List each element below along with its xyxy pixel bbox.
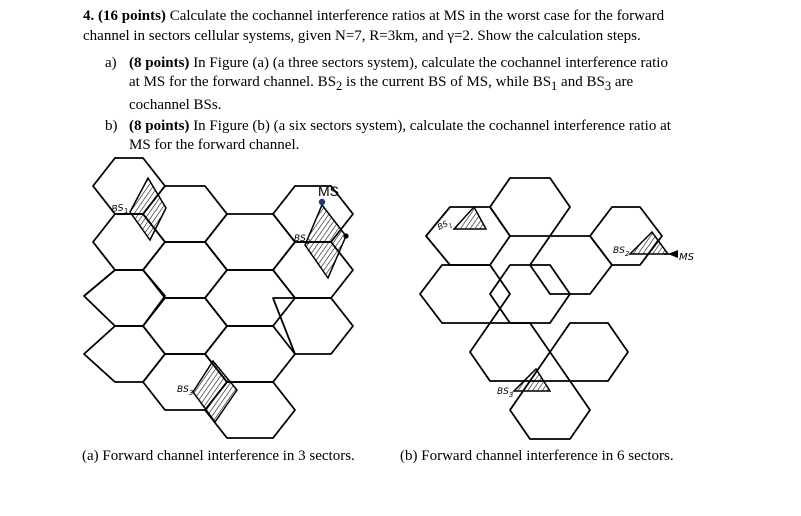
part-a-sub-2: 2 <box>336 79 343 93</box>
bs2-label-b: $BS_2$ <box>613 246 630 258</box>
part-b-line-2: MS for the forward channel. <box>129 137 300 153</box>
hex-cell <box>550 323 628 381</box>
figure-b-caption: (b) Forward channel interference in 6 sectors. <box>400 448 674 464</box>
sector-bs1 <box>130 178 166 240</box>
part-b-line-1: In Figure (b) (a six sectors system), calculate the cochannel interference ratio at <box>189 118 671 134</box>
hex-cell <box>84 326 165 382</box>
question-points: (16 points) <box>98 8 166 24</box>
part-a-sub-1: 1 <box>551 79 558 93</box>
bs2-label-a: $BS_2$ <box>294 234 311 246</box>
hex-cell <box>143 242 227 298</box>
ms-label-a: MS <box>318 183 339 199</box>
question-line-2: channel in sectors cellular systems, given N=7, R=3km, and γ=2. Show the calculation steps. <box>83 28 641 44</box>
part-a-line-2-mid2: and BS <box>557 74 605 90</box>
sector6-bs1 <box>454 207 486 229</box>
sector-bs3 <box>193 361 237 422</box>
part-a-sub-3: 3 <box>604 79 612 93</box>
part-a-label: a) <box>105 55 117 71</box>
hex-cell <box>420 265 510 323</box>
bs3-label-b: $BS_3$ <box>497 387 514 399</box>
question-number: 4. <box>83 8 95 24</box>
part-a-line-2-post: are <box>611 74 634 90</box>
hex-cell <box>273 298 353 354</box>
figure-b-hex-grid <box>420 178 662 439</box>
bs3-label-a: $BS_3$ <box>177 385 194 397</box>
bs1-label-b: $BS_1$ <box>436 219 455 232</box>
ms-dot-a <box>319 199 325 205</box>
part-a-line-1: In Figure (a) (a three sectors system), calculate the cochannel interference ratio <box>189 55 668 71</box>
hex-cell <box>205 214 295 270</box>
bs1-label-a: $BS_1$ <box>111 203 129 216</box>
part-a-line-2-pre: at MS for the forward channel. BS <box>129 74 337 90</box>
hex-cell <box>143 298 227 354</box>
figure-a-caption: (a) Forward channel interference in 3 sectors. <box>82 448 355 464</box>
part-b-label: b) <box>105 118 118 134</box>
sector-bs2 <box>305 205 346 278</box>
hex-cell <box>93 382 165 438</box>
sector6-bs3 <box>514 369 550 391</box>
hex-cell <box>490 178 570 236</box>
question-line-1: Calculate the cochannel interference ratios at MS in the worst case for the forward <box>165 8 665 24</box>
hex-cell <box>84 270 165 326</box>
ms-point-a <box>343 233 348 238</box>
part-a-line-2-mid: is the current BS of MS, while BS <box>342 74 552 90</box>
part-a-line-3: cochannel BSs. <box>129 97 222 113</box>
ms-label-b: MS <box>679 252 694 263</box>
part-a-points: (8 points) <box>129 55 190 71</box>
part-b-points: (8 points) <box>129 118 190 134</box>
